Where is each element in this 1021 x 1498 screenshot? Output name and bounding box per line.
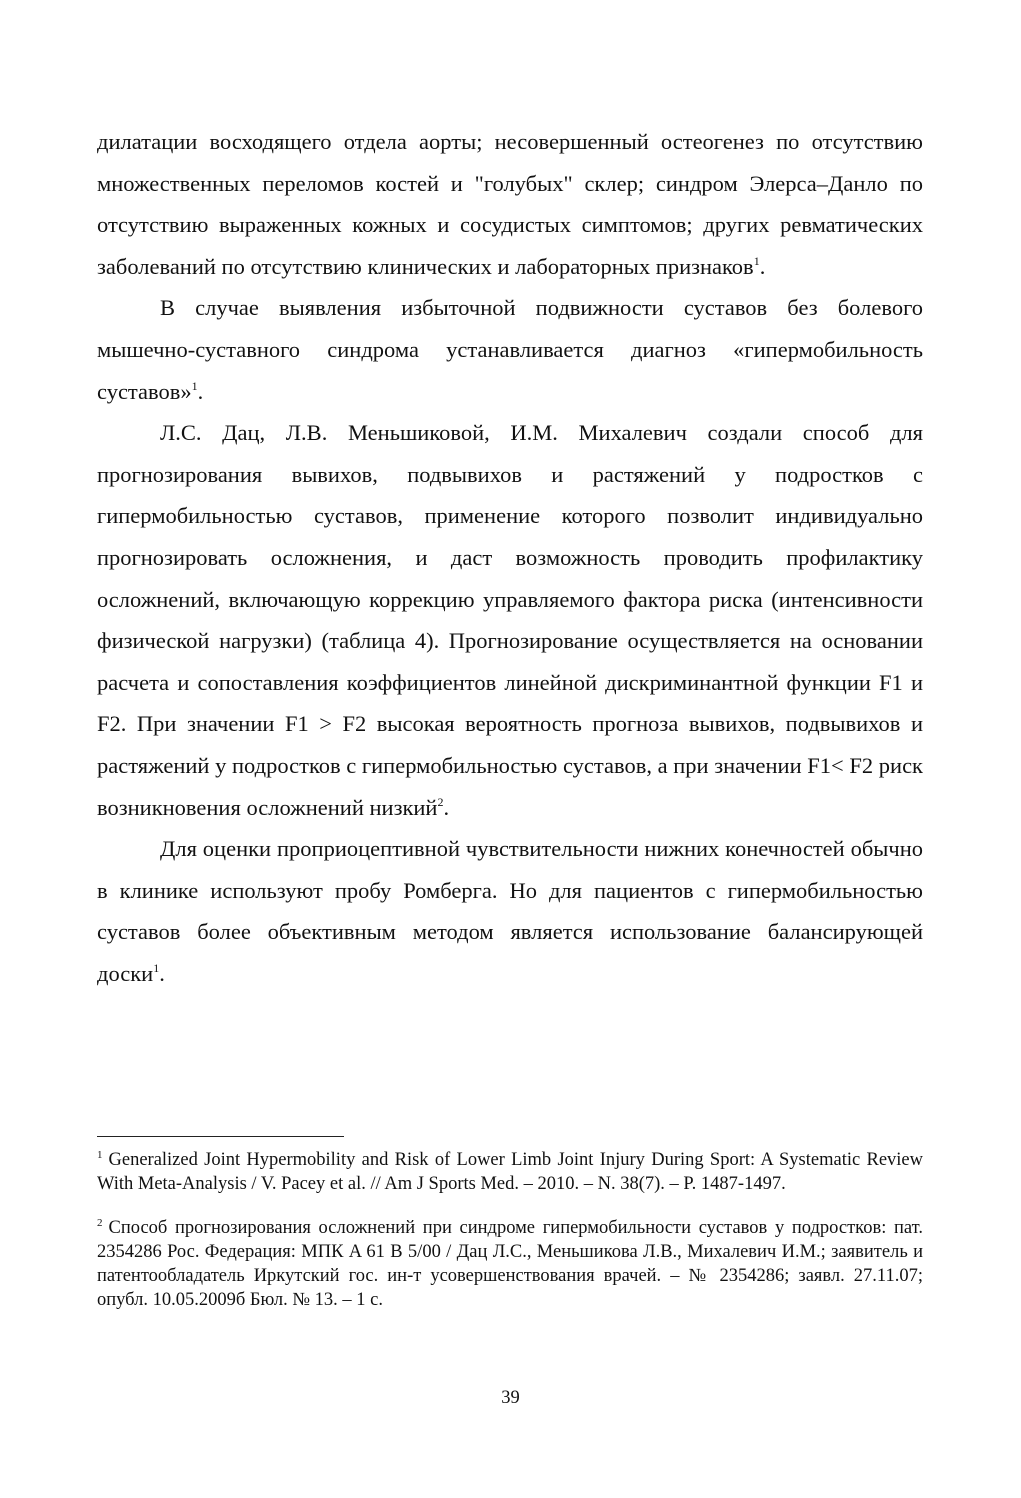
paragraph-end: . xyxy=(197,378,204,404)
paragraph-text: Л.С. Дац, Л.В. Меньшиковой, И.М. Михалевич создали способ для прогнозирования вывихов, подвывихов и растяжений у подростков с гипермобильностью суставов, применение которого позволит индивидуально прогнозировать осложнения, и даст возможность проводить профилактику осложнений, включающую коррекцию управляемого фактора риска (интенсивности физической нагрузки) (таблица 4). Прогнозирование осуществляется на основании расчета и сопоставления коэффициентов линейной дискриминантной функции F1 и F2. При значении F1 > F2 высокая вероятность прогноза вывихов, подвывихов и растяжений у подростков с гипермобильностью суставов, а при значении F1< F2 риск возникновения осложнений низкий xyxy=(97,420,923,820)
footnote-2 xyxy=(97,1216,923,1312)
paragraph-continuation xyxy=(97,121,923,287)
page-number: 39 xyxy=(501,1388,520,1408)
paragraph-end: . xyxy=(443,794,450,820)
paragraph-proprioception xyxy=(97,828,923,994)
footnote-1 xyxy=(97,1148,923,1196)
footnote-reference: 2 xyxy=(437,794,444,809)
footnote-mark: 2 xyxy=(97,1217,103,1229)
footnote-reference: 1 xyxy=(153,960,160,975)
footnote-text: Generalized Joint Hypermobility and Risk of Lower Limb Joint Injury During Sport: A Systematic Review With Meta-Analysis / V. Pacey et al. // Am J Sports Med. – 2010. – N. 38(7). – P. 1487-1497. xyxy=(97,1150,923,1194)
footnote-separator xyxy=(97,1136,344,1137)
footnotes xyxy=(97,1148,923,1332)
footnote-mark: 1 xyxy=(97,1149,103,1161)
paragraph-text: В случае выявления избыточной подвижности суставов без болевого мышечно-суставного синдрома устанавливается диагноз «гипермобильность суставов» xyxy=(97,295,923,404)
footnote-text: Способ прогнозирования осложнений при синдроме гипермобильности суставов у подростков: пат. 2354286 Рос. Федерация: МПК A 61 B 5/00 / Дац Л.С., Меньшикова Л.В., Михалевич И.М.; заявитель и патентообладатель Иркутский гос. ин-т усовершенствования врачей. – № 2354286; заявл. 27.11.07; опубл. 10.05.2009б Бюл. № 13. – 1 с. xyxy=(97,1218,923,1310)
paragraph-diagnosis xyxy=(97,287,923,412)
paragraph-prognosis-method xyxy=(97,412,923,828)
paragraph-end: . xyxy=(759,253,766,279)
paragraph-text: дилатации восходящего отдела аорты; несовершенный остеогенез по отсутствию множественных переломов костей и "голубых" склер; синдром Элерса–Данло по отсутствию выраженных кожных и сосудистых симптомов; других ревматических заболеваний по отсутствию клинических и лабораторных признаков xyxy=(97,129,923,279)
footnote-reference: 1 xyxy=(753,253,760,268)
body-text xyxy=(97,121,923,994)
footnote-reference: 1 xyxy=(191,378,198,393)
paragraph-text: Для оценки проприоцептивной чувствительности нижних конечностей обычно в клинике используют пробу Ромберга. Но для пациентов с гипермобильностью суставов более объективным методом является использование балансирующей доски xyxy=(97,836,923,986)
paragraph-end: . xyxy=(159,960,165,986)
